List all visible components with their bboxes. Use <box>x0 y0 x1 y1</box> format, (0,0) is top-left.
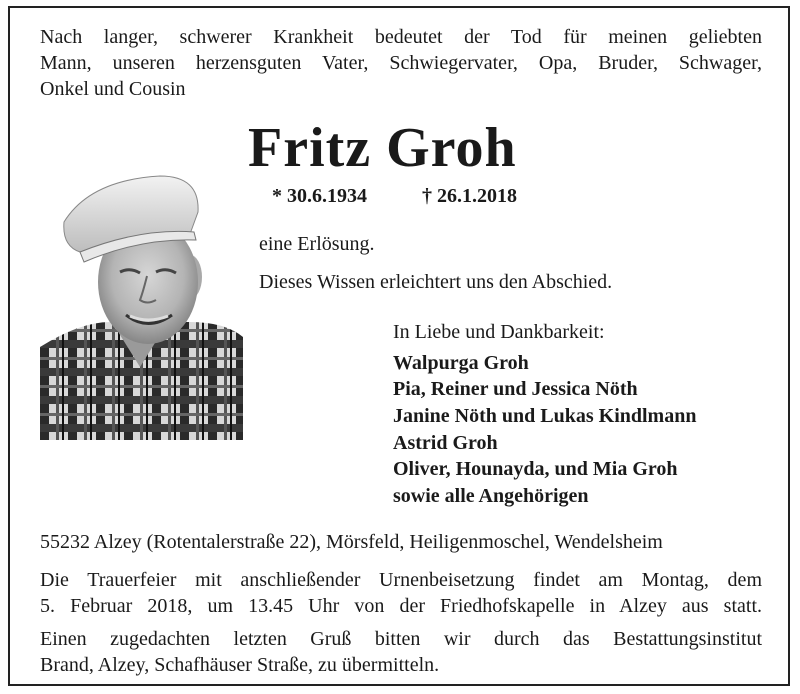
intro-line-1: Nach langer, schwerer Krankheit bedeutet der Tod für meinen geliebten <box>40 26 762 48</box>
mourner-name: Janine Nöth und Lukas Kindlmann <box>393 405 697 427</box>
intro-line-3: Onkel und Cousin <box>40 78 186 100</box>
message-line-1: eine Erlösung. <box>259 233 375 255</box>
intro-line-2: Mann, unseren herzensguten Vater, Schwiegervater, Opa, Bruder, Schwager, <box>40 52 762 74</box>
deceased-name: Fritz Groh <box>248 117 517 179</box>
portrait-photo <box>40 172 243 440</box>
mourner-name: sowie alle Angehörigen <box>393 485 589 507</box>
funeral-line-1: Die Trauerfeier mit anschließender Urnenbeisetzung findet am Montag, dem <box>40 569 762 591</box>
address-line: 55232 Alzey (Rotentalerstraße 22), Mörsfeld, Heiligenmoschel, Wendelsheim <box>40 531 663 553</box>
message-line-2: Dieses Wissen erleichtert uns den Abschied. <box>259 271 613 293</box>
mourner-name: Astrid Groh <box>393 432 498 454</box>
birth-date: * 30.6.1934 <box>272 185 367 207</box>
death-date: † 26.1.2018 <box>422 185 517 207</box>
mourners-intro: In Liebe und Dankbarkeit: <box>393 321 605 343</box>
greeting-line-2: Brand, Alzey, Schafhäuser Straße, zu übermitteln. <box>40 654 440 676</box>
mourner-name: Pia, Reiner und Jessica Nöth <box>393 378 638 400</box>
mourner-name: Walpurga Groh <box>393 352 529 374</box>
greeting-line-1: Einen zugedachten letzten Gruß bitten wir durch das Bestattungsinstitut <box>40 628 762 650</box>
mourner-name: Oliver, Hounayda, und Mia Groh <box>393 458 678 480</box>
funeral-line-2: 5. Februar 2018, um 13.45 Uhr von der Friedhofskapelle in Alzey aus statt. <box>40 595 762 617</box>
